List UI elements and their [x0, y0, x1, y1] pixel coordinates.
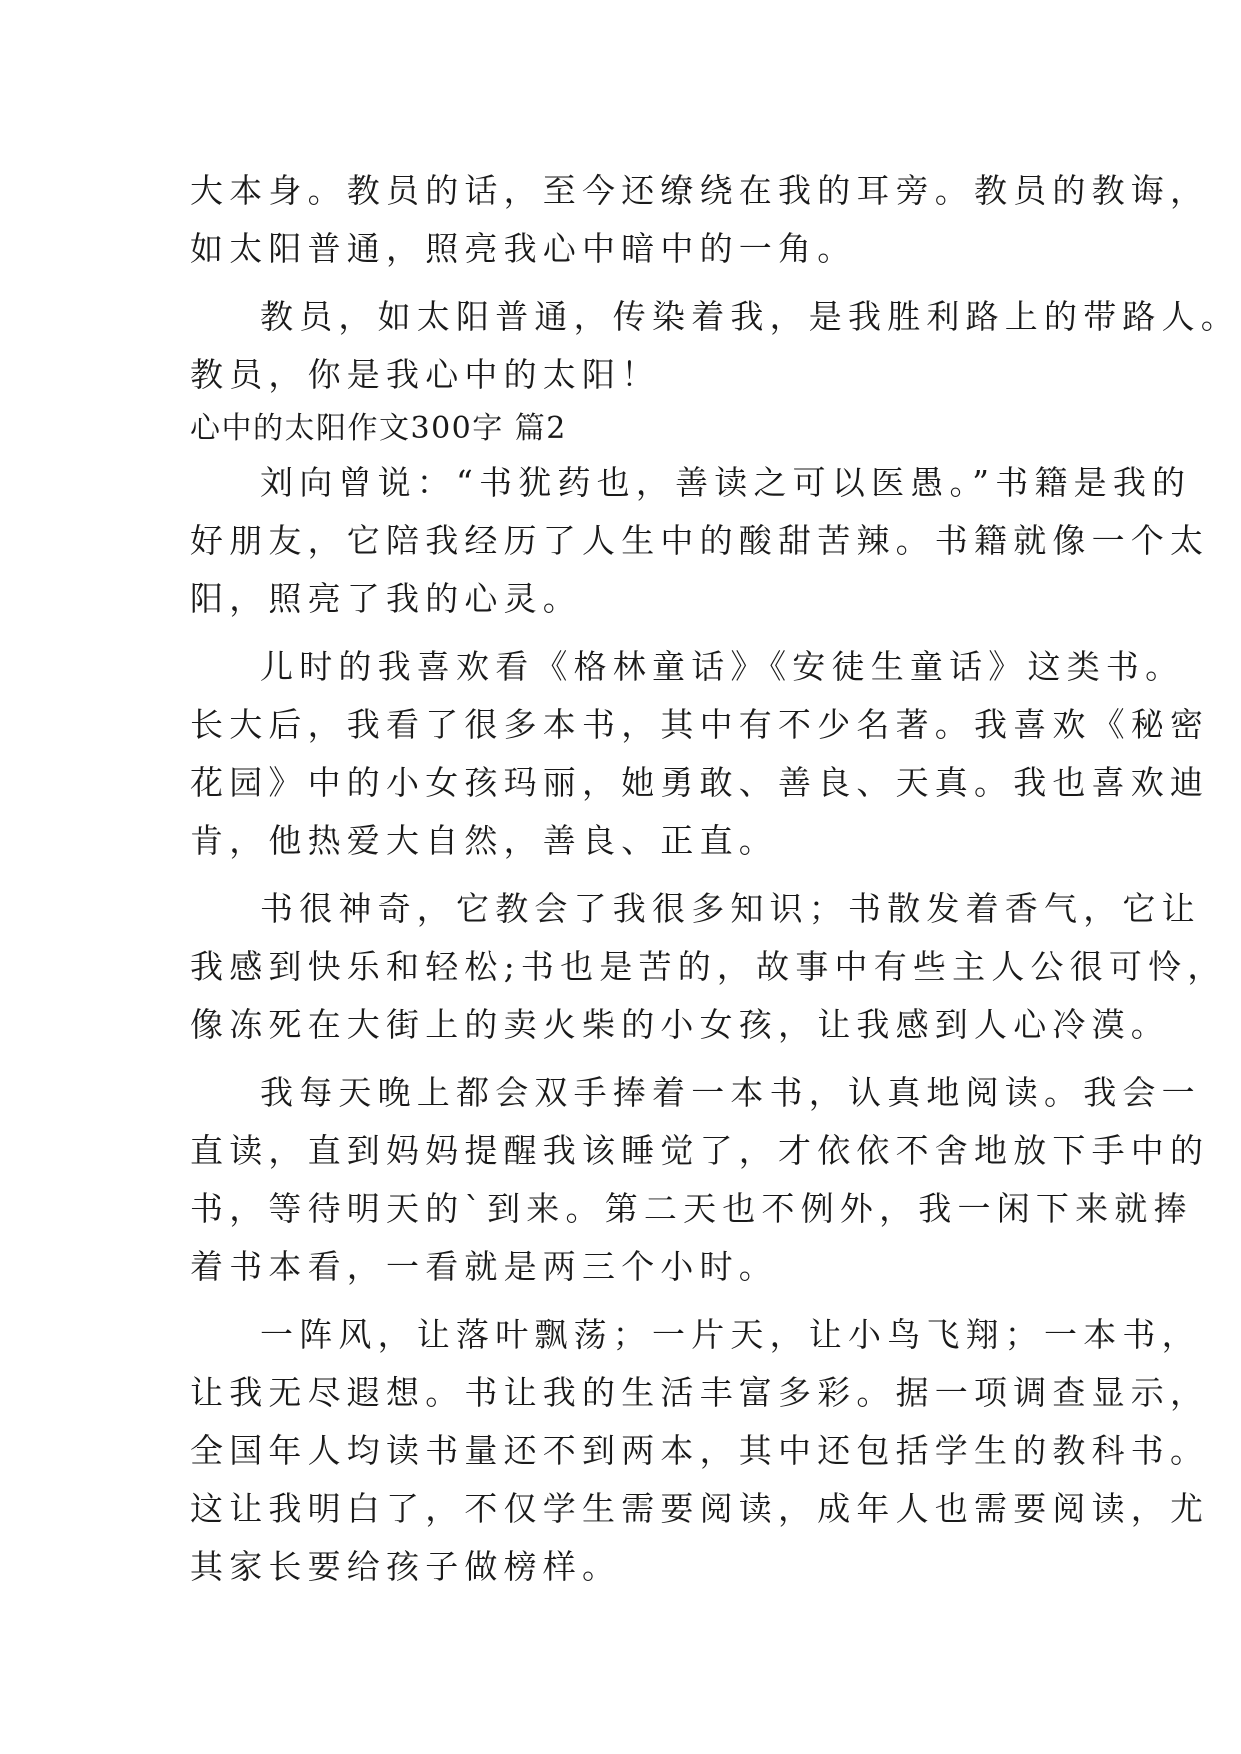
paragraph — [190, 1306, 1210, 1596]
text-line: 一阵风，让落叶飘荡；一片天，让小鸟飞翔；一本书， — [260, 1315, 1201, 1354]
text-line: 儿时的我喜欢看《格林童话》《安徒生童话》这类书。 — [260, 647, 1185, 686]
paragraph — [190, 454, 1210, 628]
paragraph — [190, 288, 1240, 404]
text-line: 教员，你是我心中的太阳！ — [190, 355, 661, 394]
text-line: 让我无尽遐想。书让我的生活丰富多彩。据一项调查显示， — [190, 1373, 1210, 1412]
paragraph — [190, 880, 1227, 1054]
text-line: 大本身。教员的话，至今还缭绕在我的耳旁。教员的教诲， — [190, 171, 1210, 210]
text-line: 教员，如太阳普通，传染着我，是我胜利路上的带路人。 — [260, 297, 1240, 336]
text-line: 刘向曾说：“书犹药也，善读之可以医愚。”书籍是我的 — [260, 463, 1192, 502]
section-heading: 心中的太阳作文300字 篇2 — [190, 411, 567, 446]
text-line: 肯，他热爱大自然，善良、正直。 — [190, 821, 778, 860]
text-line: 直读，直到妈妈提醒我该睡觉了，才依依不舍地放下手中的 — [190, 1131, 1210, 1170]
text-line: 长大后，我看了很多本书，其中有不少名著。我喜欢《秘密 — [190, 705, 1210, 744]
paragraph — [190, 638, 1210, 870]
text-line: 书，等待明天的`到来。第二天也不例外，我一闲下来就捧 — [190, 1189, 1193, 1228]
text-line: 我感到快乐和轻松;书也是苦的，故事中有些主人公很可怜， — [190, 947, 1227, 986]
text-line: 全国年人均读书量还不到两本，其中还包括学生的教科书。 — [190, 1431, 1210, 1470]
text-line: 着书本看，一看就是两三个小时。 — [190, 1247, 778, 1286]
text-line: 书很神奇，它教会了我很多知识；书散发着香气，它让 — [260, 889, 1201, 928]
text-line: 其家长要给孩子做榜样。 — [190, 1547, 622, 1586]
text-line: 好朋友，它陪我经历了人生中的酸甜苦辣。书籍就像一个太 — [190, 521, 1210, 560]
paragraph — [190, 1064, 1210, 1296]
text-line: 花园》中的小女孩玛丽，她勇敢、善良、天真。我也喜欢迪 — [190, 763, 1210, 802]
text-line: 我每天晚上都会双手捧着一本书，认真地阅读。我会一 — [260, 1073, 1201, 1112]
text-line: 如太阳普通，照亮我心中暗中的一角。 — [190, 229, 857, 268]
paragraph — [190, 162, 1210, 278]
text-line: 这让我明白了，不仅学生需要阅读，成年人也需要阅读，尤 — [190, 1489, 1210, 1528]
text-line: 阳，照亮了我的心灵。 — [190, 579, 582, 618]
document-body — [190, 162, 1240, 1596]
text-line: 像冻死在大街上的卖火柴的小女孩，让我感到人心冷漠。 — [190, 1005, 1170, 1044]
